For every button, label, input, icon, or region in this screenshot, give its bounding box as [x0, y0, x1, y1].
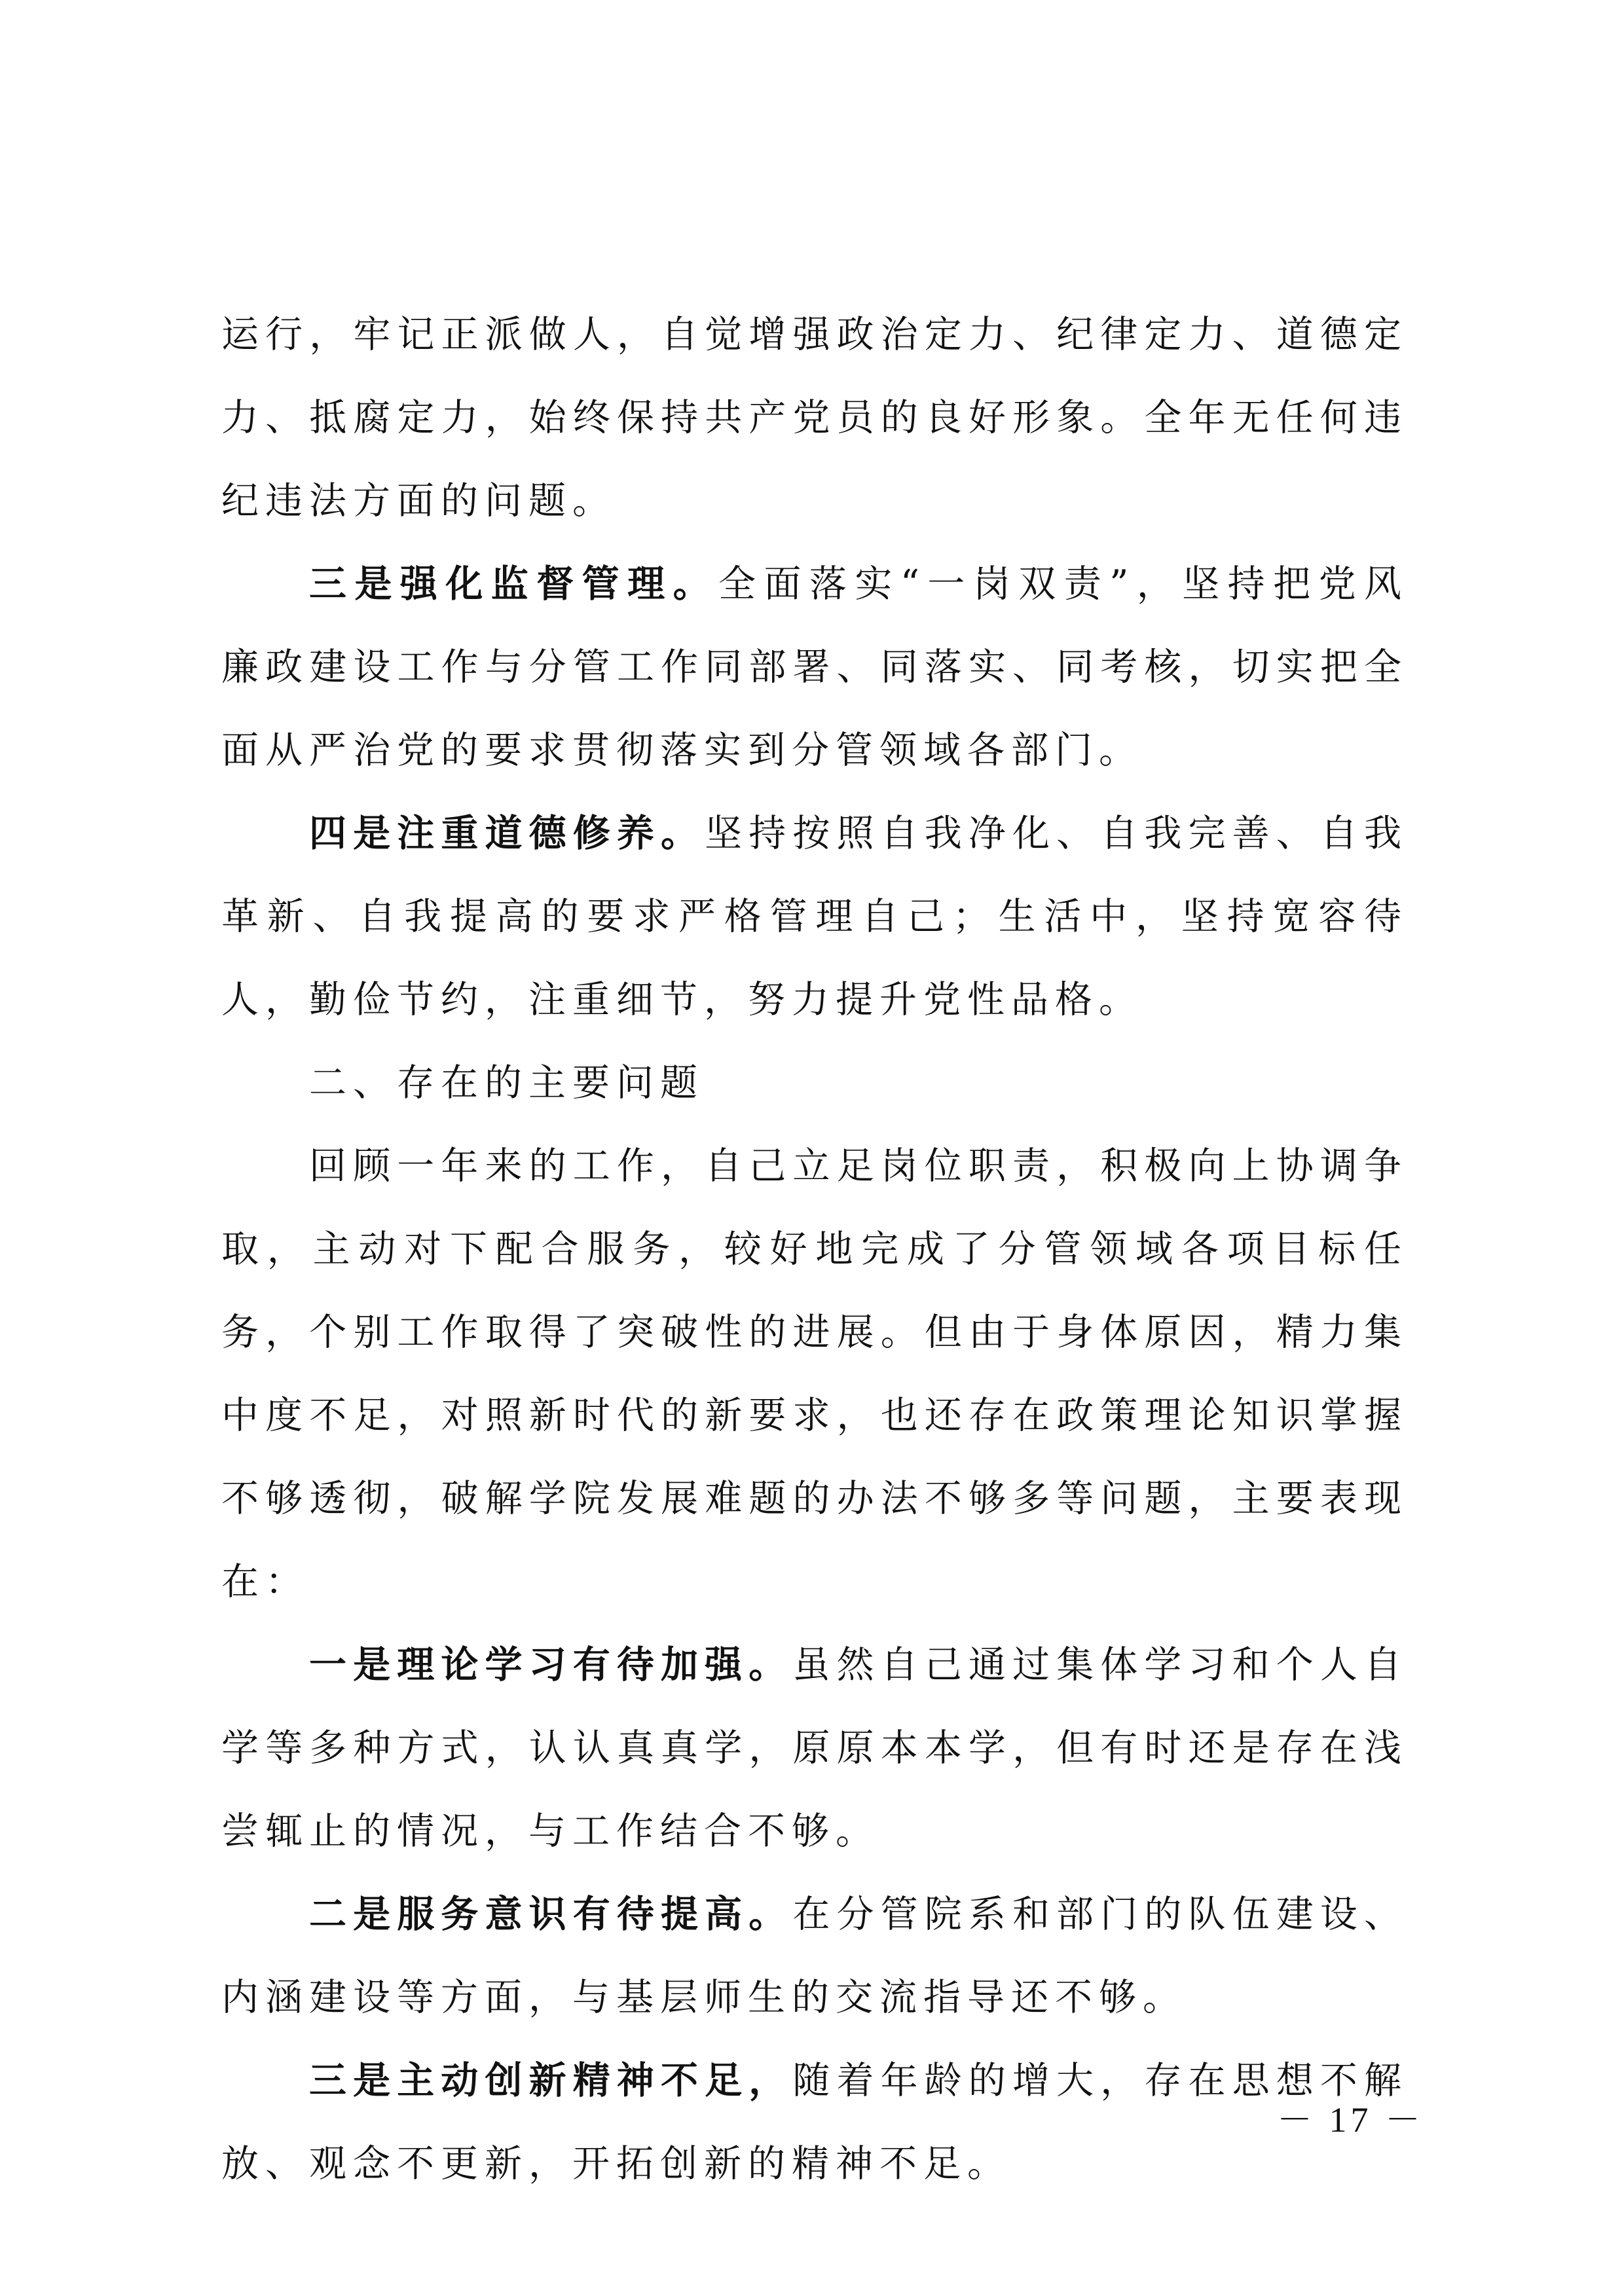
paragraph-continuation — [221, 293, 1408, 543]
paragraph-text: 虽然自己通过集体学习和个人自学等多种方式，认认真真学，原原本本学，但有时还是存在浅尝辄止的情况，与工作结合不够。 — [221, 1643, 1408, 1853]
paragraph-text: 全面落实“一岗双责”，坚持把党风廉政建设工作与分管工作同部署、同落实、同考核，切实把全面从严治党的要求贯彻落实到分管领域各部门。 — [221, 562, 1409, 772]
paragraph-text: 回顾一年来的工作，自己立足岗位职责，积极向上协调争取，主动对下配合服务，较好地完成了分管领域各项目标任务，个别工作取得了突破性的进展。但由于身体原因，精力集中度不足，对照新时代的新要求，也还存在政策理论知识掌握不够透彻，破解学院发展难题的办法不够多等问题，主要表现在： — [221, 1144, 1408, 1603]
paragraph-review — [221, 1125, 1408, 1624]
section-heading: 二、存在的主要问题 — [309, 1061, 704, 1104]
paragraph-text: 坚持按照自我净化、自我完善、自我革新、自我提高的要求严格管理自己；生活中，坚持宽容待人，勤俭节约，注重细节，努力提升党性品格。 — [221, 812, 1408, 1021]
paragraph-innovation — [221, 2039, 1408, 2206]
paragraph-lead: 三是强化监督管理。 — [309, 562, 719, 606]
paragraph-lead: 三是主动创新精神不足， — [309, 2059, 793, 2102]
paragraph-moral-cultivation — [221, 792, 1408, 1042]
document-body — [221, 293, 1408, 2206]
paragraph-lead: 四是注重道德修养。 — [309, 812, 705, 855]
paragraph-text: 运行，牢记正派做人，自觉增强政治定力、纪律定力、道德定力、抵腐定力，始终保持共产党员的良好形象。全年无任何违纪违法方面的问题。 — [221, 313, 1408, 522]
paragraph-theory-study — [221, 1624, 1408, 1873]
paragraph-text: 随着年龄的增大，存在思想不解放、观念不更新，开拓创新的精神不足。 — [221, 2059, 1408, 2185]
paragraph-lead: 二是服务意识有待提高。 — [309, 1893, 793, 1936]
page-number: － 17 － — [1277, 2100, 1424, 2140]
paragraph-lead: 一是理论学习有待加强。 — [309, 1643, 793, 1686]
paragraph-text: 在分管院系和部门的队伍建设、内涵建设等方面，与基层师生的交流指导还不够。 — [221, 1893, 1408, 2019]
paragraph-strengthen-supervision — [221, 543, 1408, 792]
paragraph-service-awareness — [221, 1873, 1408, 2039]
